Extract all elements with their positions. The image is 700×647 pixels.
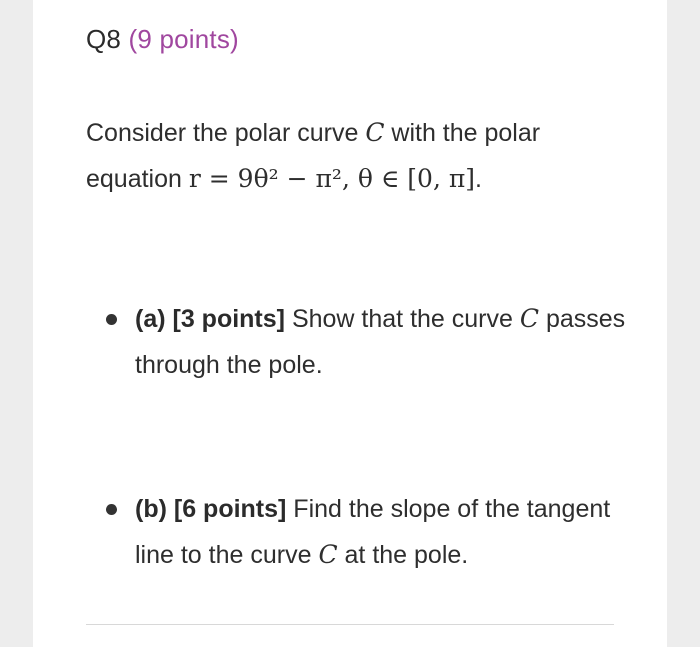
- question-header: [86, 24, 239, 55]
- question-number: Q8: [86, 24, 122, 54]
- intro-end: .: [475, 165, 482, 193]
- intro-text-middle: with the polar equation: [86, 119, 541, 193]
- section-divider: [86, 624, 614, 625]
- question-card: [33, 0, 667, 647]
- intro-text: Consider the polar curve: [86, 119, 366, 147]
- part-b-curve-symbol: C: [318, 540, 338, 569]
- part-a-curve-symbol: C: [519, 304, 539, 333]
- question-points: (9 points): [128, 24, 239, 54]
- bullet-icon: [106, 314, 117, 325]
- part-b: [86, 486, 646, 578]
- part-a-text-end: passes through the pole.: [135, 305, 626, 379]
- part-b-label: (b) [6 points]: [135, 495, 287, 523]
- part-b-text-end: at the pole.: [337, 541, 469, 569]
- part-a-label: (a) [3 points]: [135, 305, 285, 333]
- bullet-icon: [106, 504, 117, 515]
- part-b-text: Find the slope of the tangent line to the curve: [135, 495, 611, 569]
- curve-symbol: C: [365, 118, 385, 147]
- polar-equation: r = 9θ² − π², θ ∈ [0, π]: [188, 164, 476, 193]
- part-a-text: Show that the curve: [285, 305, 520, 333]
- question-parts-list: [86, 296, 646, 578]
- question-intro: [86, 110, 626, 202]
- part-a: [86, 296, 646, 388]
